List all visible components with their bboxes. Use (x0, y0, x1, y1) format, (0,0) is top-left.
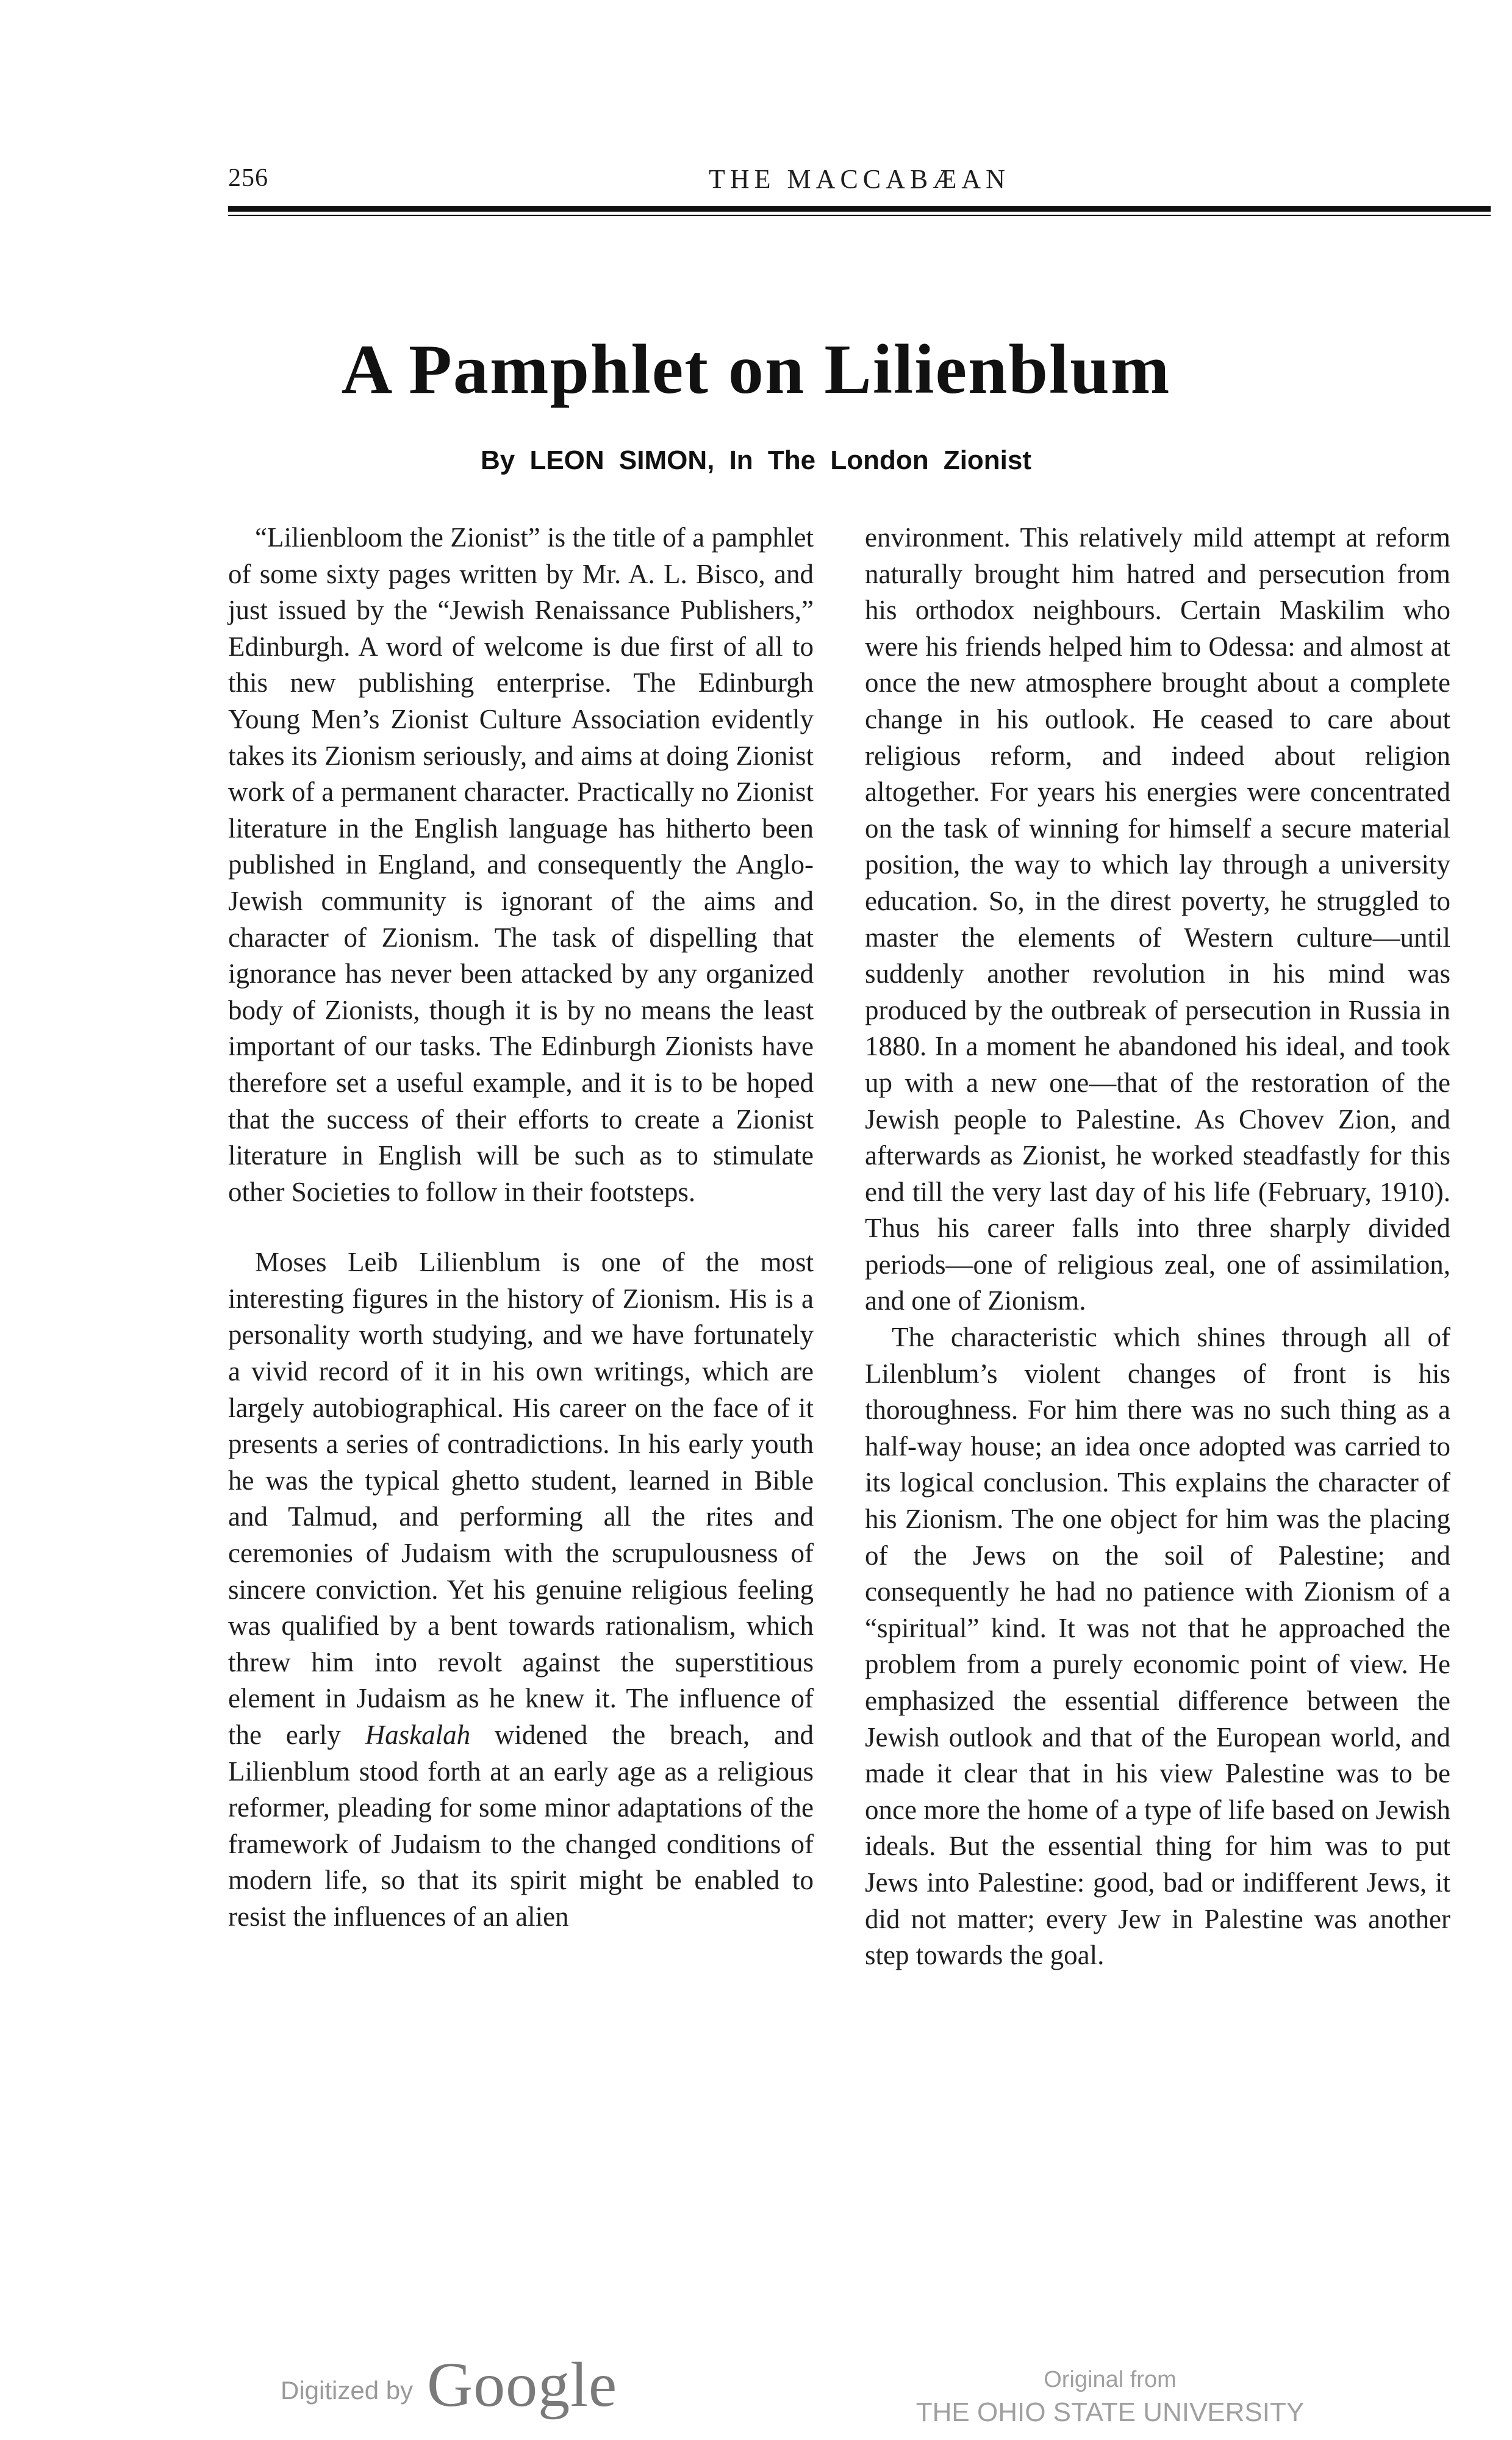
paragraph-continuation: environment. This relatively mild attempt at reform naturally brought him hatred and persecution from his orthodox neighbours. Certain Maskilim who were his friends helped him to Odessa: and almost at once the new atmosphere brought about a complete change in his outlook. He ceased to care about religious reform, and indeed about religion altogether. For years his energies were concentrated on the task of winning for himself a secure material position, the way to which lay through a university education. So, in the direst poverty, he struggled to master the elements of Western culture—until suddenly another revolution in his mind was produced by the outbreak of persecution in Russia in 1880. In a moment he abandoned his ideal, and took up with a new one—that of the restoration of the Jewish people to Palestine. As Chovev Zion, and afterwards as Zionist, he worked steadfastly for this end till the very last day of his life (February, 1910). Thus his career falls into three sharply divided periods—one of religious zeal, one of assimilation, and one of Zionism. (865, 522, 1450, 1316)
paragraph-text: Moses Leib Lilienblum is one of the most interesting figures in the history of Zionism. His is a personality worth studying, and we have fortunately a vivid record of it in his own writings, which are largely autobiographical. His career on the face of it presents a series of contradictions. In his early youth he was the typical ghetto student, learned in Bible and Talmud, and performing all the rites and ceremonies of Judaism with the scrupulousness of sincere conviction. Yet his genuine religious feeling was qualified by a bent towards rationalism, which threw him into revolt against the superstitious element in Judaism as he knew it. The influence of the early (228, 1247, 814, 1750)
original-from-label: Original from (1044, 2367, 1177, 2392)
paragraph-thoroughness: The characteristic which shines through all of Lilenblum’s violent changes of front is his thoroughness. For him there was no such thing as a half-way house; an idea once adopted was carried to its logical conclusion. This explains the character of his Zionism. The one object for him was the placing of the Jews on the soil of Palestine; and consequently he had no patience with Zionism of a “spiritual” kind. It was not that he approached the problem from a purely economic point of view. He emphasized the essential difference between the Jewish outlook and that of the European world, and made it clear that in his view Palestine was to be once more the home of a type of life based on Jewish ideals. But the essential thing for him was to put Jews into Palestine: good, bad or indifferent Jews, it did not matter; every Jew in Palestine was another step towards the goal. (865, 1322, 1450, 1971)
left-column (228, 520, 814, 1936)
right-column (865, 520, 1450, 1974)
header-rule-thin (228, 215, 1491, 216)
header-rule-thick (228, 206, 1491, 212)
page-number: 256 (228, 164, 268, 192)
paragraph-lilienblum-bio (228, 1244, 814, 1935)
digitized-by-label: Digitized by (281, 2376, 414, 2405)
running-header (228, 163, 1491, 206)
running-title: THE MACCABÆAN (709, 164, 1010, 194)
italic-term: Haskalah (365, 1720, 471, 1750)
article-byline: By LEON SIMON, In The London Zionist (480, 445, 1032, 475)
article-title: A Pamphlet on Lilienblum (341, 331, 1171, 409)
google-logo: Google (427, 2350, 618, 2420)
paragraph-text: widened the breach, and Lilienblum stood forth at an early age as a religious reformer, pleading for some minor adaptations of the framework of Judaism to the changed conditions of modern life, so that its spirit might be enabled to resist the influences of an alien (228, 1720, 814, 1932)
paragraph-intro: “Lilienbloom the Zionist” is the title of a pamphlet of some sixty pages written by Mr. A. L. Bisco, and just issued by the “Jewish Renaissance Publishers,” Edinburgh. A word of welcome is due first of all to this new publishing enterprise. The Edinburgh Young Men’s Zionist Culture Association evidently takes its Zionism seriously, and aims at doing Zionist work of a permanent character. Practically no Zionist literature in the English language has hitherto been published in England, and consequently the Anglo-Jewish community is ignorant of the aims and character of Zionism. The task of dispelling that ignorance has never been attacked by any organized body of Zionists, though it is by no means the least important of our tasks. The Edinburgh Zionists have therefore set a useful example, and it is to be hoped that the success of their efforts to create a Zionist literature in English will be such as to stimulate other Societies to follow in their footsteps. (228, 522, 814, 1207)
university-label: THE OHIO STATE UNIVERSITY (915, 2397, 1305, 2427)
